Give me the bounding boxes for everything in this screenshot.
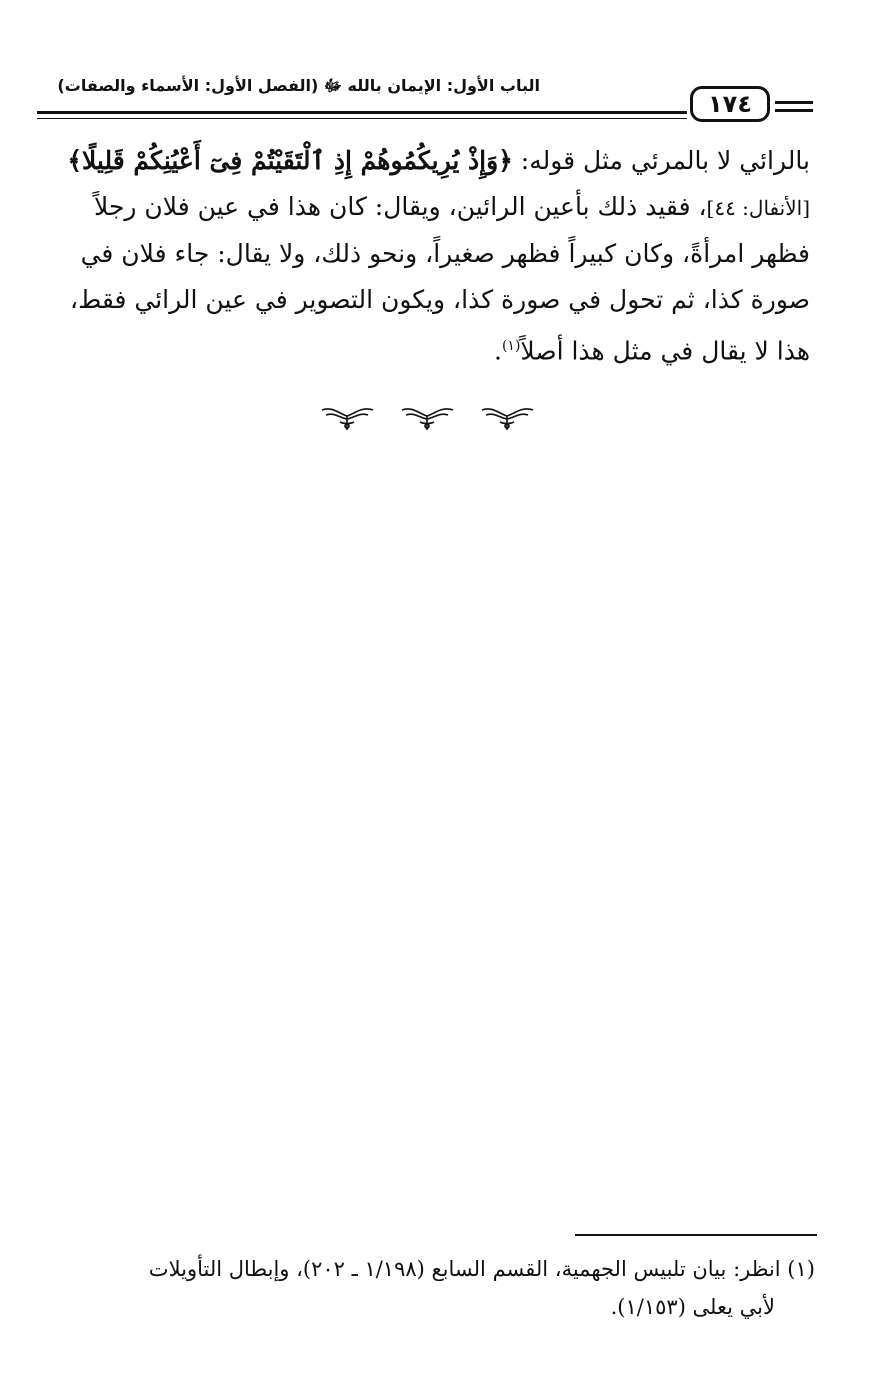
header-rule-thick — [37, 111, 687, 114]
text-line-4: صورة كذا، ثم تحول في صورة كذا، ويكون التصوير في عين الرائي فقط، — [70, 285, 810, 314]
footnote-line-1: (١) انظر: بيان تلبيس الجهمية، القسم السابع (١/١٩٨ ـ ٢٠٢)، وإبطال التأويلات — [148, 1257, 815, 1281]
text-line-3: فظهر امرأةً، وكان كبيراً فظهر صغيراً، ونحو ذلك، ولا يقال: جاء فلان في — [80, 239, 810, 268]
floral-ornament-icon — [480, 404, 535, 432]
header-dash-ornament — [775, 101, 813, 117]
floral-ornament-icon — [400, 404, 455, 432]
quran-verse: ﴿وَإِذْ يُرِيكُمُوهُمْ إِذِ ٱلْتَقَيْتُمْ فِىٓ أَعْيُنِكُمْ قَلِيلًا﴾ — [67, 146, 513, 175]
main-text — [60, 138, 810, 374]
text-line-5 — [60, 323, 810, 374]
footnote-separator — [575, 1234, 817, 1236]
sura-reference: [الأنفال: ٤٤] — [706, 196, 810, 220]
line5-end: . — [494, 336, 502, 366]
line1-text: بالرائي لا بالمرئي مثل قوله: — [512, 146, 810, 175]
section-divider-ornaments — [320, 404, 535, 434]
page-number: ١٧٤ — [690, 86, 770, 122]
line5-text: هذا لا يقال في مثل هذا أصلاً — [520, 336, 810, 366]
running-header-title: الباب الأول: الإيمان بالله ﷻ (الفصل الأول: الأسماء والصفات) — [57, 76, 540, 95]
text-line-2 — [60, 184, 810, 231]
footnote-line-2: لأبي يعلى (١/١٥٣). — [610, 1295, 775, 1319]
footnote — [45, 1250, 815, 1326]
header-rule-thin — [37, 118, 687, 119]
footnote-marker: (١) — [501, 338, 521, 354]
floral-ornament-icon — [320, 404, 375, 432]
text-line-1 — [60, 138, 810, 184]
line2-text: ، فقيد ذلك بأعين الرائين، ويقال: كان هذا في عين فلان رجلاً — [94, 192, 707, 221]
